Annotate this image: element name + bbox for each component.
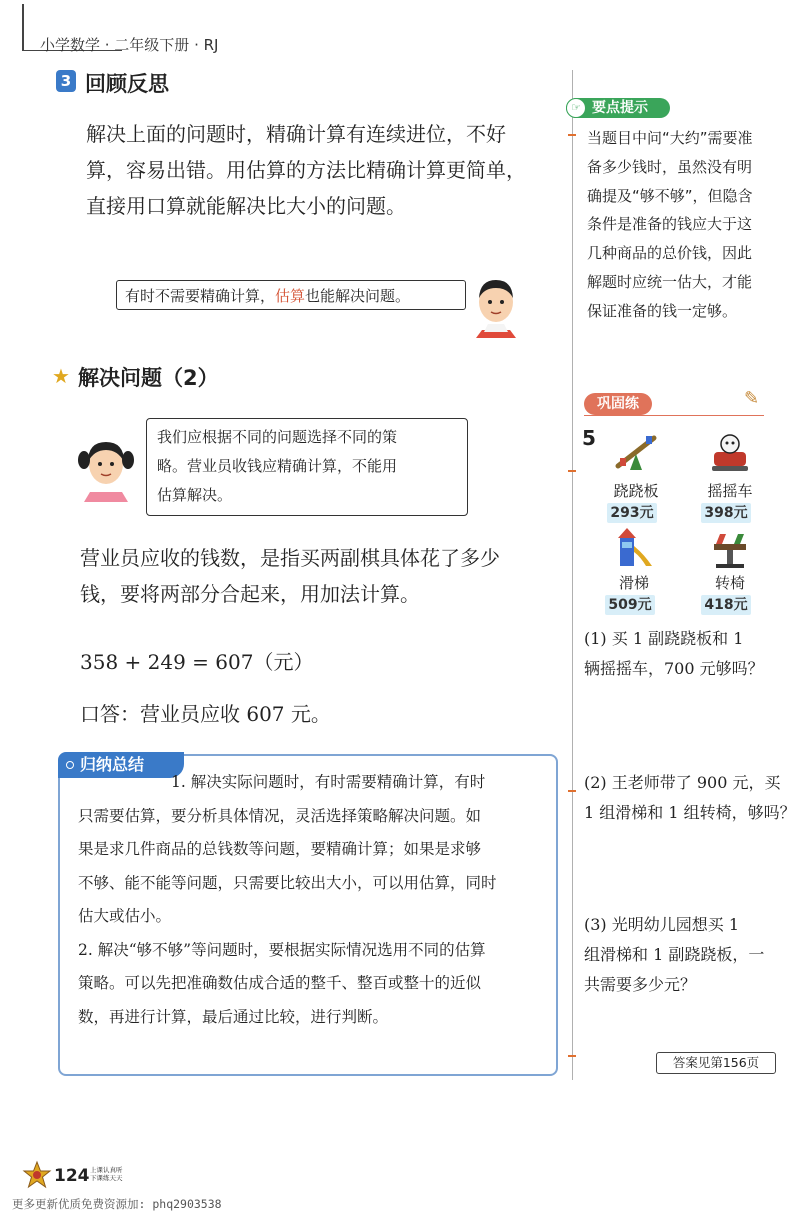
boy-illustration (468, 272, 524, 338)
pointing-hand-icon: ☞ (566, 98, 586, 118)
watermark-text: 更多更新优质免费资源加: phq2903538 (12, 1197, 222, 1211)
slide-icon (612, 526, 656, 570)
summary-line: 只需要估算，要分析具体情况，灵活选择策略解决问题。如 (78, 806, 482, 825)
summary-line: 估大或估小。 (78, 907, 172, 925)
toy-name: 滑梯 (618, 574, 649, 592)
equation: 358 + 249 = 607（元） (80, 650, 314, 674)
toy-name: 转椅 (714, 574, 745, 592)
key-point-line: 保证准备的钱一定够。 (587, 301, 738, 320)
answer-reference: 答案见第156页 (656, 1052, 776, 1074)
tip-text-after: 也能解决问题。 (305, 287, 411, 305)
problem-title: 解决问题（2） (78, 366, 219, 390)
speech-tip-box (116, 280, 466, 310)
tip-text-before: 有时不需要精确计算， (125, 287, 276, 305)
practice-label: 巩固练 (584, 393, 652, 415)
reflection-paragraph (86, 116, 556, 224)
summary-line: 数，再进行计算，最后通过比较，进行判断。 (78, 1007, 389, 1026)
divider-tick (568, 790, 576, 792)
toy-price: 509元 (605, 595, 655, 615)
key-points-text (587, 124, 787, 326)
key-point-line: 当题目中问“大约”需要准 (587, 129, 753, 147)
girl-speech-bubble (146, 418, 468, 516)
motto-line: 下课练天天 (90, 1174, 123, 1182)
question-line: (3) 光明幼儿园想买 1 (584, 915, 740, 934)
paragraph-line: 营业员应收的钱数，是指买两副棋具体花了多少 (80, 546, 500, 570)
question-1 (584, 624, 784, 684)
question-line: 组滑梯和 1 副跷跷板，一 (584, 945, 765, 964)
toy-name: 跷跷板 (613, 482, 659, 500)
paragraph-line: 直接用口算就能解决比大小的问题。 (86, 194, 406, 218)
mascot-logo (22, 1160, 52, 1190)
section-title: 回顾反思 (85, 72, 169, 96)
key-point-line: 解题时应统一估大，才能 (587, 272, 753, 291)
exercise-number: 5 (582, 426, 596, 450)
column-divider (572, 70, 573, 1080)
key-point-line: 条件是准备的钱应大于这 (587, 215, 753, 234)
motto-line: 上课认真听 (90, 1166, 123, 1174)
divider-tick (568, 134, 576, 136)
answer-line: 口答：营业员应收 607 元。 (80, 702, 331, 726)
section-number-badge: 3 (56, 70, 76, 92)
pencil-icon: ✎ (744, 388, 760, 409)
question-line: (1) 买 1 副跷跷板和 1 (584, 629, 744, 648)
book-title: 小学数学 · 二年级下册 · RJ (40, 36, 219, 54)
question-line: 共需要多少元？ (584, 975, 697, 994)
summary-line: 2. 解决“够不够”等问题时，要根据实际情况选用不同的估算 (78, 940, 486, 959)
bubble-line: 估算解决。 (157, 486, 233, 504)
toy-price: 398元 (701, 503, 751, 523)
paragraph-line: 算，容易出错。用估算的方法比精确计算更简单， (86, 158, 526, 182)
page-number: 124 (54, 1166, 90, 1186)
summary-line: 果是求几件商品的总钱数等问题，要精确计算；如果是求够 (78, 840, 482, 858)
key-point-line: 备多少钱时，虽然没有明 (587, 157, 753, 176)
question-line: (2) 王老师带了 900 元，买 (584, 773, 781, 792)
summary-label: 归纳总结 (58, 752, 184, 778)
summary-line: 策略。可以先把准确数估成合适的整千、整百或整十的近似 (78, 974, 482, 992)
summary-line: 1. 解决实际问题时，有时需要精确计算，有时 (78, 773, 486, 791)
footer-motto (90, 1166, 134, 1182)
summary-text (78, 766, 548, 1034)
divider-tick (568, 470, 576, 472)
key-point-line: 确提及“够不够”，但隐含 (587, 186, 753, 205)
toy-price: 293元 (607, 503, 657, 523)
key-point-line: 几种商品的总价钱，因此 (587, 244, 753, 263)
summary-line: 不够、能不能等问题，只需要比较出大小，可以用估算，同时 (78, 873, 497, 892)
solution-paragraph (80, 540, 570, 612)
key-points-label: 要点提示 (566, 98, 670, 118)
seesaw-icon (614, 430, 658, 474)
toy-name: 摇摇车 (707, 482, 753, 500)
question-line: 1 组滑梯和 1 组转椅，够吗？ (584, 803, 796, 822)
bubble-line: 略。营业员收钱应精确计算，不能用 (157, 457, 398, 475)
rocking-car-icon (708, 430, 752, 474)
swivel-chair-icon (708, 526, 752, 570)
paragraph-line: 钱，要将两部分合起来，用加法计算。 (80, 582, 420, 606)
question-line: 辆摇摇车，700 元够吗？ (584, 659, 764, 678)
question-2 (584, 768, 796, 828)
question-3 (584, 910, 784, 1000)
toy-price: 418元 (701, 595, 751, 615)
girl-illustration (76, 430, 136, 502)
bubble-line: 我们应根据不同的问题选择不同的策 (157, 428, 398, 446)
tip-highlight: 估算 (275, 287, 306, 305)
star-icon: ★ (52, 364, 70, 388)
practice-rule (584, 415, 764, 416)
paragraph-line: 解决上面的问题时，精确计算有连续进位，不好 (86, 122, 506, 146)
header-rule-vertical (22, 4, 24, 50)
divider-tick (568, 1055, 576, 1057)
